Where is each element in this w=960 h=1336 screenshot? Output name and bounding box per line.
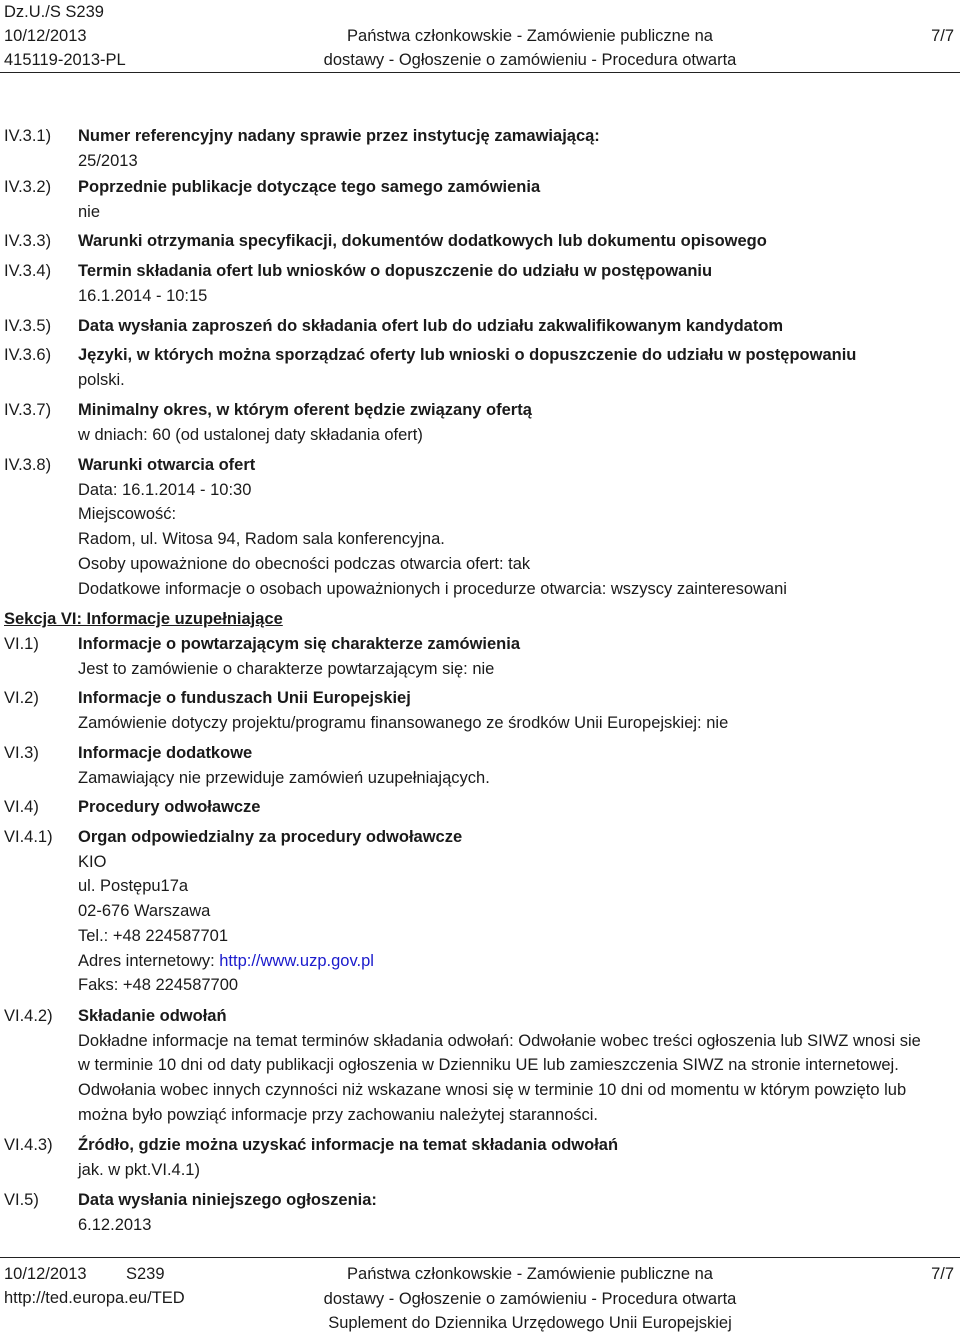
- footer-journal: S239: [126, 1265, 165, 1283]
- section-vi-heading: Sekcja VI: Informacje uzupełniające: [4, 610, 283, 628]
- item-number: IV.3.4): [4, 262, 52, 280]
- item-title: Warunki otwarcia ofert: [78, 456, 256, 474]
- item-number: VI.5): [4, 1191, 39, 1209]
- item-title: Termin składania ofert lub wniosków o dopuszczenie do udziału w postępowaniu: [78, 262, 713, 280]
- item-title: Minimalny okres, w którym oferent będzie związany ofertą: [78, 401, 532, 419]
- item-body: [78, 314, 934, 339]
- item-number: IV.3.7): [4, 401, 52, 419]
- header-title-line2: dostawy - Ogłoszenie o zamówieniu - Procedura otwarta: [323, 51, 737, 69]
- item-number: IV.3.2): [4, 178, 52, 196]
- item-line: Data: 16.1.2014 - 10:30: [78, 480, 252, 499]
- footer-title-line2: dostawy - Ogłoszenie o zamówieniu - Procedura otwarta: [323, 1289, 737, 1308]
- item-body: [78, 825, 934, 998]
- item-body: [78, 229, 934, 254]
- kio-fax: Faks: +48 224587700: [78, 976, 239, 995]
- item-body: [78, 398, 934, 447]
- item-number: IV.3.8): [4, 456, 52, 474]
- item-body: [78, 1133, 934, 1182]
- page-header: [0, 0, 960, 73]
- item-title: Języki, w których można sporządzać oferty lub wnioski o dopuszczenie do udziału w postępowaniu: [78, 346, 857, 364]
- item-line: Radom, ul. Witosa 94, Radom sala konferencyjna.: [78, 530, 445, 549]
- item-paragraph: Dokładne informacje na temat terminów składania odwołań: Odwołanie wobec treści ogłoszenia lub SIWZ wnosi sie w terminie 10 dni od daty publikacji ogłoszenia w Dzienniku UE lub zamieszczenia SIWZ na stronie internetowej. Odwołania wobec innych czynności niż wskazane wnosi się w terminie 10 dni od momentu w którym powzięto lub można było powziąć informacje przy zachowaniu należytej staranności.: [78, 1031, 921, 1124]
- item-number: IV.3.6): [4, 346, 52, 364]
- item-body: [78, 175, 934, 224]
- item-line: nie: [78, 202, 101, 221]
- item-line: polski.: [78, 370, 125, 389]
- item-title: Data wysłania niniejszego ogłoszenia:: [78, 1191, 377, 1209]
- item-line: Osoby upoważnione do obecności podczas otwarcia ofert: tak: [78, 554, 531, 573]
- item-line: jak. w pkt.VI.4.1): [78, 1160, 200, 1179]
- item-title: Informacje dodatkowe: [78, 744, 253, 762]
- item-body: [78, 343, 934, 392]
- item-number: VI.4.2): [4, 1007, 53, 1025]
- kio-web-link[interactable]: http://www.uzp.gov.pl: [219, 951, 374, 970]
- header-title: [300, 24, 760, 72]
- page-footer: [0, 1257, 960, 1335]
- item-number: VI.4): [4, 798, 39, 816]
- kio-web-label: Adres internetowy:: [78, 951, 220, 970]
- item-number: VI.3): [4, 744, 39, 762]
- item-line: Miejscowość:: [78, 505, 177, 524]
- footer-url: http://ted.europa.eu/TED: [4, 1289, 185, 1307]
- item-line: 6.12.2013: [78, 1215, 152, 1234]
- item-body: [78, 1004, 934, 1128]
- item-title: Składanie odwołań: [78, 1007, 227, 1025]
- item-title: Informacje o funduszach Unii Europejskiej: [78, 689, 411, 707]
- item-line: 25/2013: [78, 151, 138, 170]
- footer-date: 10/12/2013: [4, 1265, 87, 1283]
- item-title: Źródło, gdzie można uzyskać informacje na temat składania odwołań: [78, 1136, 619, 1154]
- header-date: 10/12/2013: [4, 27, 87, 45]
- item-number: VI.2): [4, 689, 39, 707]
- item-line: Zamówienie dotyczy projektu/programu finansowanego ze środków Unii Europejskiej: nie: [78, 713, 729, 732]
- item-title: Poprzednie publikacje dotyczące tego samego zamówienia: [78, 178, 541, 196]
- item-line: KIO: [78, 852, 107, 871]
- item-title: Informacje o powtarzającym się charakterze zamówienia: [78, 635, 521, 653]
- item-title: Data wysłania zaproszeń do składania ofert lub do udziału zakwalifikowanym kandydatom: [78, 317, 784, 335]
- item-body: [78, 686, 934, 735]
- header-journal: Dz.U./S S239: [4, 3, 104, 21]
- item-body: [78, 124, 934, 173]
- item-title: Procedury odwoławcze: [78, 798, 261, 816]
- footer-page: 7/7: [931, 1265, 954, 1283]
- kio-web-line: [78, 949, 934, 974]
- item-number: IV.3.5): [4, 317, 52, 335]
- item-line: Zamawiający nie przewiduje zamówień uzupełniających.: [78, 768, 490, 787]
- item-line: ul. Postępu17a: [78, 877, 189, 896]
- header-page: 7/7: [931, 27, 954, 45]
- footer-title: [300, 1262, 760, 1336]
- item-body: [78, 1188, 934, 1237]
- item-number: VI.4.3): [4, 1136, 53, 1154]
- item-body: [78, 741, 934, 790]
- item-body: [78, 795, 934, 820]
- header-ref: 415119-2013-PL: [4, 51, 126, 69]
- item-number: IV.3.3): [4, 232, 52, 250]
- item-line: Dodatkowe informacje o osobach upoważnionych i procedurze otwarcia: wszyscy zainteresowani: [78, 579, 787, 598]
- item-body: [78, 259, 934, 308]
- item-body: [78, 453, 934, 601]
- item-line: 16.1.2014 - 10:15: [78, 286, 208, 305]
- item-title: Warunki otrzymania specyfikacji, dokumentów dodatkowych lub dokumentu opisowego: [78, 232, 767, 250]
- item-title: Numer referencyjny nadany sprawie przez instytucję zamawiającą:: [78, 127, 600, 145]
- item-body: [78, 632, 934, 681]
- item-number: VI.1): [4, 635, 39, 653]
- item-line: Tel.: +48 224587701: [78, 926, 229, 945]
- footer-title-line3: Suplement do Dziennika Urzędowego Unii Europejskiej: [328, 1314, 732, 1332]
- item-line: w dniach: 60 (od ustalonej daty składania ofert): [78, 425, 423, 444]
- header-left: [4, 0, 126, 72]
- item-line: 02-676 Warszawa: [78, 902, 211, 921]
- item-number: VI.4.1): [4, 828, 53, 846]
- item-number: IV.3.1): [4, 127, 52, 145]
- item-line: Jest to zamówienie o charakterze powtarzającym się: nie: [78, 659, 495, 678]
- footer-title-line1: Państwa członkowskie - Zamówienie publiczne na: [347, 1265, 713, 1283]
- header-title-line1: Państwa członkowskie - Zamówienie publiczne na: [347, 27, 713, 45]
- item-title: Organ odpowiedzialny za procedury odwoławcze: [78, 828, 463, 846]
